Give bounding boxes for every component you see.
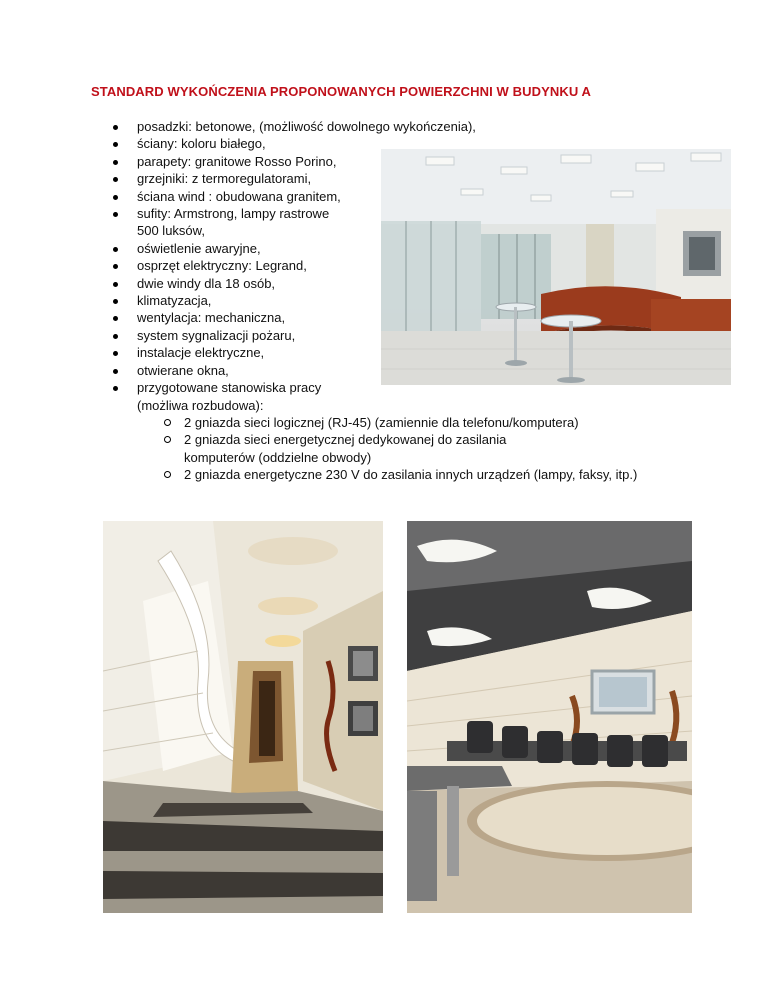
bullet-icon [113, 334, 118, 339]
list-item: sufity: Armstrong, lampy rastrowe 500 luksów, [0, 205, 768, 240]
list-item: osprzęt elektryczny: Legrand, [0, 257, 768, 274]
bullet-icon [113, 386, 118, 391]
lounge-photo-drawing [407, 521, 692, 913]
bullet-icon [113, 142, 118, 147]
bullet-icon [113, 264, 118, 269]
page-title: STANDARD WYKOŃCZENIA PROPONOWANYCH POWIERZCHNI W BUDYNKU A [91, 84, 592, 99]
circle-bullet-icon [164, 436, 171, 443]
list-item: ściana wind : obudowana granitem, [0, 188, 768, 205]
lounge-photo [407, 521, 692, 913]
list-item: grzejniki: z termoregulatorami, [0, 170, 768, 187]
list-item: ściany: koloru białego, [0, 135, 768, 152]
bullet-icon [113, 351, 118, 356]
corridor-photo [103, 521, 383, 913]
list-item: instalacje elektryczne, [0, 344, 768, 361]
list-item: dwie windy dla 18 osób, [0, 275, 768, 292]
sub-list [184, 414, 768, 484]
bullet-icon [113, 316, 118, 321]
office-photo-drawing [381, 149, 731, 385]
sub-list-item: 2 gniazda energetyczne 230 V do zasilania innych urządzeń (lampy, faksy, itp.) [184, 466, 768, 483]
circle-bullet-icon [164, 419, 171, 426]
list-item: oświetlenie awaryjne, [0, 240, 768, 257]
list-item: przygotowane stanowiska pracy (możliwa rozbudowa): 2 gniazda sieci logicznej (RJ-45) (zamiennie dla telefonu/komputera) 2 gniazda sieci energetycznej dedykowanej do zasilania komputerów (oddzielne obwody) 2 gniazda energetyczne 230 V do zasilania innych urządzeń (lampy, faksy, itp.) [0, 379, 768, 483]
list-item: otwierane okna, [0, 362, 768, 379]
list-item: parapety: granitowe Rosso Porino, [0, 153, 768, 170]
bullet-icon [113, 247, 118, 252]
sub-list-item: 2 gniazda sieci energetycznej dedykowanej do zasilania komputerów (oddzielne obwody) [184, 431, 768, 466]
bullet-icon [113, 177, 118, 182]
bullet-icon [113, 212, 118, 217]
bullet-icon [113, 299, 118, 304]
office-photo [381, 149, 731, 385]
sub-list-item: 2 gniazda sieci logicznej (RJ-45) (zamiennie dla telefonu/komputera) [184, 414, 768, 431]
bullet-icon [113, 369, 118, 374]
list-item: wentylacja: mechaniczna, [0, 309, 768, 326]
list-item: system sygnalizacji pożaru, [0, 327, 768, 344]
bullet-icon [113, 160, 118, 165]
bullet-icon [113, 125, 118, 130]
circle-bullet-icon [164, 471, 171, 478]
bullet-icon [113, 195, 118, 200]
corridor-photo-drawing [103, 521, 383, 913]
list-item: klimatyzacja, [0, 292, 768, 309]
bullet-icon [113, 282, 118, 287]
list-item: posadzki: betonowe, (możliwość dowolnego wykończenia), [0, 118, 768, 135]
